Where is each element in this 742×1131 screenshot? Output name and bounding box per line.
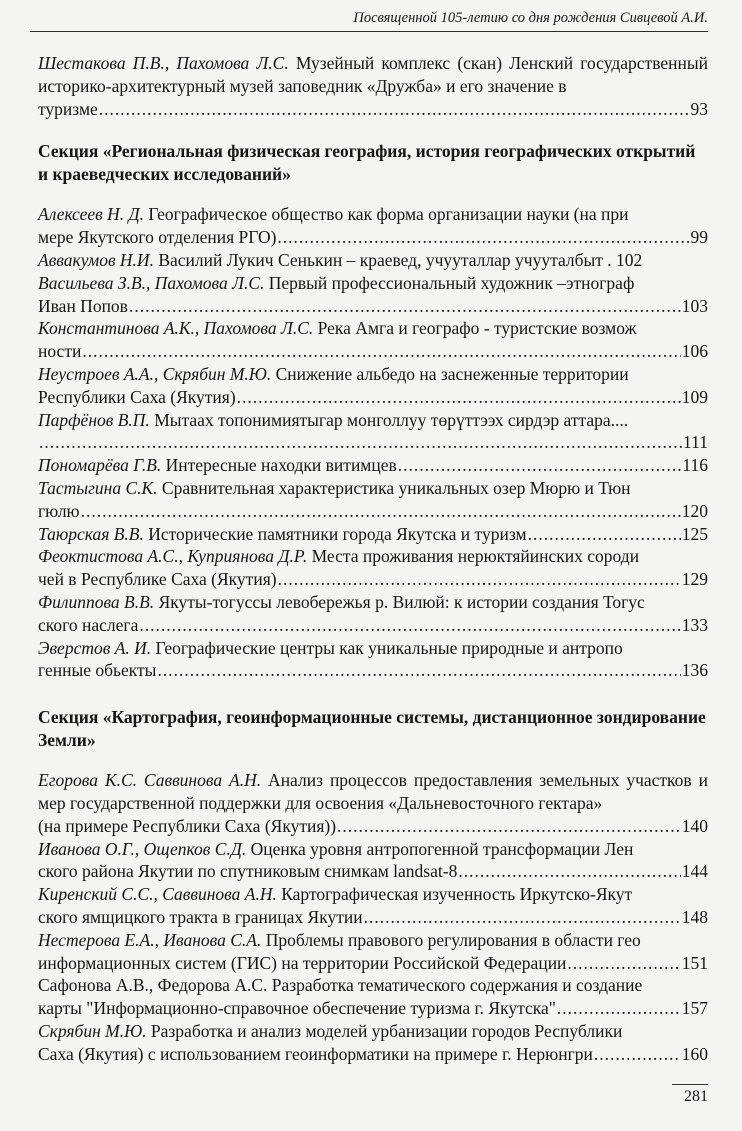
leader-dots	[39, 431, 682, 454]
section-title: Секция «Картография, геоинформационные системы, дистанционное зондирование Земли»	[38, 707, 706, 751]
toc-entry-lastline	[38, 659, 708, 682]
entry-title-end: ности	[38, 341, 82, 362]
entry-title: Снижение альбедо на заснеженные территории	[271, 363, 629, 384]
entry-title: Сравнительная характеристика уникальных озер Мюрю и Тюн	[157, 477, 631, 498]
entry-authors: Неустроев А.А., Скрябин М.Ю.	[38, 363, 272, 384]
entry-title-end: генные обьекты	[38, 660, 157, 681]
entry-authors: Скрябин М.Ю.	[38, 1020, 147, 1041]
entry-title-end: мере Якутского отделения РГО)	[38, 227, 277, 248]
entry-authors: Таюрская В.В.	[38, 523, 144, 544]
entry-title-end: чей в Республике Саха (Якутия)	[38, 569, 277, 590]
toc-entry-lastline	[38, 997, 708, 1020]
toc-entry	[38, 477, 708, 500]
toc-entry-lastline	[38, 860, 708, 883]
toc-entry-lastline	[38, 952, 708, 975]
entry-title: Оценка уровня антропогенной трансформации Лен	[246, 838, 634, 859]
table-of-contents	[38, 52, 708, 1065]
entry-page-number: 148	[681, 906, 708, 927]
leader-dots	[337, 815, 681, 838]
entry-authors: Егорова К.С. Саввинова А.Н.	[38, 770, 262, 791]
entry-page-number: 111	[683, 432, 708, 453]
leader-dots	[594, 1043, 681, 1066]
entry-title-end: (на примере Республики Саха (Якутия))	[38, 815, 337, 836]
toc-entry-lastline	[38, 815, 708, 838]
entry-title: Места проживания нерюктяйинских сороди	[307, 546, 640, 567]
leader-dots	[398, 454, 682, 477]
entry-authors: Нестерова Е.А., Иванова С.А.	[38, 929, 262, 950]
entry-page-number: 144	[681, 861, 708, 882]
entry-title: Река Амга и географо - туристские возмож	[313, 318, 637, 339]
leader-dots	[81, 500, 681, 523]
leader-dots	[157, 659, 680, 682]
toc-entry-lastline	[38, 568, 708, 591]
toc-entry	[38, 249, 708, 272]
toc-entry	[38, 591, 708, 614]
entry-page-number: 125	[681, 523, 708, 544]
entry-title: Первый профессиональный художник –этнограф	[264, 272, 635, 293]
leader-dots	[278, 568, 681, 591]
toc-entry-lastline	[38, 614, 708, 637]
leader-dots	[237, 386, 681, 409]
section-entries	[38, 203, 708, 682]
entry-page-number: 103	[681, 295, 708, 316]
entry-page-number: 120	[681, 500, 708, 521]
footer-rule	[672, 1084, 708, 1085]
entry-page-number: 136	[681, 660, 708, 681]
toc-entry	[38, 838, 708, 861]
leader-dots	[277, 226, 689, 249]
entry-title: Анализ процессов предоставления земельных участков и мер государственной поддержки для освоения «Дальневосточного гектара»	[38, 770, 708, 813]
section-title: Секция «Региональная физическая география, история географических открытий и краеведческих исследований»	[38, 141, 696, 185]
entry-page-number: 116	[682, 455, 708, 476]
toc-entry-lastline	[38, 340, 708, 363]
entry-authors: Аввакумов Н.И.	[38, 249, 154, 270]
entry-page-number: 93	[690, 98, 708, 119]
entry-authors: Шестакова П.В., Пахомова Л.С.	[38, 53, 289, 73]
leader-dots	[129, 295, 681, 318]
leader-dots	[139, 614, 680, 637]
entry-title: Географическое общество как форма организации науки (на при	[143, 204, 629, 225]
toc-entry-lastline	[38, 454, 708, 477]
leader-dots	[364, 906, 681, 929]
entry-page-number: 133	[681, 614, 708, 635]
entry-title: Якуты-тогуссы левобережья р. Вилюй: к истории создания Тогус	[154, 591, 645, 612]
entry-authors: Эверстов А. И.	[38, 637, 152, 658]
entry-page-number: 140	[681, 815, 708, 836]
toc-entry-lastline	[38, 295, 708, 318]
entry-page-number: 160	[681, 1043, 708, 1064]
entry-title: Разработка и анализ моделей урбанизации городов Республики	[146, 1020, 623, 1041]
toc-entry	[38, 203, 708, 226]
page-number: 281	[684, 1088, 708, 1105]
toc-entry	[38, 272, 708, 295]
entry-title-end: Иван Попов	[38, 295, 128, 316]
entry-page-number: 157	[681, 998, 708, 1019]
leader-dots	[567, 952, 680, 975]
entry-authors: Киренский С.С., Саввинова А.Н.	[38, 884, 277, 905]
toc-entry	[38, 545, 708, 568]
toc-entry	[38, 929, 708, 952]
entry-title: Картографическая изученность Иркутско-Якут	[276, 884, 633, 905]
entry-title-end: карты "Информационно-справочное обеспечение туризма г. Якутска"	[38, 998, 556, 1019]
entry-authors: Васильева З.В., Пахомова Л.С.	[38, 272, 265, 293]
entry-title-end: туризме	[38, 98, 98, 119]
toc-entry	[38, 52, 708, 98]
entry-title: Географические центры как уникальные природные и антропо	[151, 637, 623, 658]
entry-page-number: 109	[681, 386, 708, 407]
toc-entry	[38, 769, 708, 815]
entry-authors: Алексеев Н. Д.	[38, 204, 144, 225]
entry-title-end: гюлю	[38, 500, 80, 521]
toc-entry	[38, 974, 708, 997]
toc-entry-lastline	[38, 906, 708, 929]
toc-entry	[38, 883, 708, 906]
entry-authors: Иванова О.Г., Ощепков С.Д.	[38, 838, 247, 859]
toc-entry-lastline	[38, 500, 708, 523]
entry-title-end: ского района Якутии по спутниковым снимкам landsat-8	[38, 861, 458, 882]
toc-entry	[38, 409, 708, 432]
entry-authors: Парфёнов В.П.	[38, 409, 150, 430]
entry-page-number: 106	[681, 341, 708, 362]
entry-page-number: 151	[681, 952, 708, 973]
toc-entry	[38, 363, 708, 386]
leader-dots	[528, 523, 681, 546]
entry-title: Сафонова А.В., Федорова А.С. Разработка тематического содержания и создание	[38, 975, 643, 996]
entry-title-end: ского наслега	[38, 614, 139, 635]
entry-authors: Филиппова В.В.	[38, 591, 155, 612]
entry-authors: Пономарёва Г.В.	[38, 455, 162, 476]
section-entries	[38, 769, 708, 1065]
running-header: Посвященной 105-летию со дня рождения Сивцевой А.И.	[30, 10, 708, 32]
entry-authors: Тастыгина С.К.	[38, 477, 158, 498]
toc-entry-lastline	[38, 523, 708, 546]
toc-entry-lastline	[38, 386, 708, 409]
entry-page-number: 99	[690, 227, 708, 248]
entry-title: Мытаах топонимиятыгар монголлуу тɵрүттээх сирдэр аттара....	[149, 409, 629, 430]
toc-entry-lastline	[38, 226, 708, 249]
toc-entry-lastline	[38, 1043, 708, 1066]
entry-title-end: Республики Саха (Якутия)	[38, 386, 236, 407]
toc-entry	[38, 317, 708, 340]
entry-title: Музейный комплекс (скан) Ленский государственный историко-архитектурный музей заповедник «Дружба» и его значение в	[38, 53, 708, 96]
entry-title-end: Исторические памятники города Якутска и туризм	[143, 523, 527, 544]
leader-dots	[99, 98, 690, 121]
entry-authors: Константинова А.К., Пахомова Л.С.	[38, 318, 314, 339]
entry-title-end: Интересные находки витимцев	[161, 455, 397, 476]
toc-entry-lastline	[38, 98, 708, 121]
leader-dots	[82, 340, 680, 363]
entry-title-end: ского ямщицкого тракта в границах Якутии	[38, 906, 363, 927]
entry-title-end: Саха (Якутия) с использованием геоинформатики на примере г. Нерюнгри	[38, 1043, 593, 1064]
leader-dots	[557, 997, 681, 1020]
entry-page-number: 129	[681, 569, 708, 590]
toc-entry	[38, 1020, 708, 1043]
toc-entry	[38, 637, 708, 660]
toc-entry-lastline	[38, 431, 708, 454]
entry-title-end: информационных систем (ГИС) на территории Российской Федерации	[38, 952, 567, 973]
entry-title: Проблемы правового регулирования в области гео	[261, 929, 641, 950]
entry-authors: Феоктистова А.С., Куприянова Д.Р.	[38, 546, 308, 567]
entry-title: Василий Лукич Сенькин – краевед, учууталлар учууталбыт . 102	[153, 249, 643, 270]
leader-dots	[458, 860, 680, 883]
